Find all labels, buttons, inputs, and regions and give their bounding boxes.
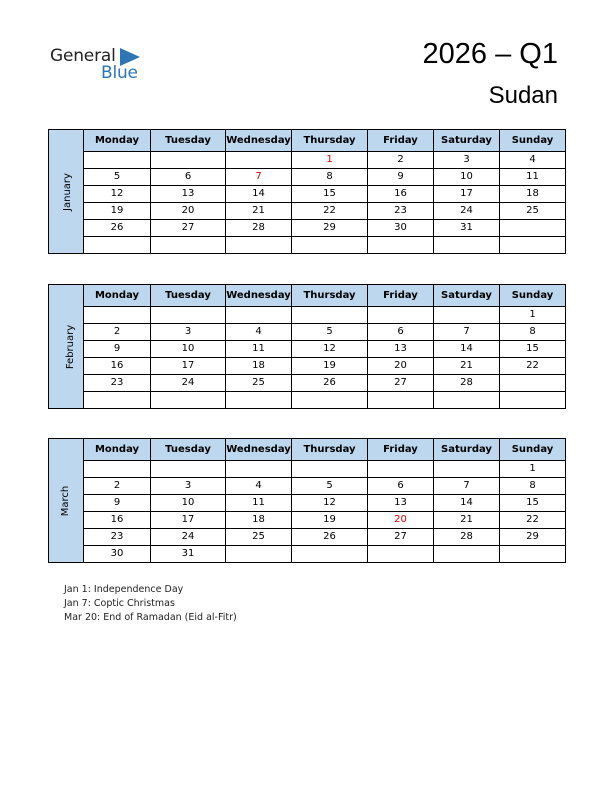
day-cell: 30	[84, 546, 151, 563]
weekday-header: Sunday	[500, 439, 566, 461]
weekday-header: Wednesday	[226, 130, 292, 152]
weekday-header: Monday	[84, 130, 151, 152]
week-row	[49, 307, 566, 324]
empty-day-cell	[84, 237, 151, 254]
day-cell: 24	[434, 203, 500, 220]
day-cell: 19	[292, 512, 368, 529]
day-cell: 11	[226, 341, 292, 358]
weekday-header: Sunday	[500, 285, 566, 307]
month-label-cell	[49, 439, 84, 563]
empty-day-cell	[151, 237, 226, 254]
weekday-header: Saturday	[434, 285, 500, 307]
day-cell: 3	[434, 152, 500, 169]
day-cell: 19	[292, 358, 368, 375]
day-cell: 25	[226, 529, 292, 546]
day-cell: 4	[226, 324, 292, 341]
week-row	[49, 495, 566, 512]
day-cell: 18	[226, 358, 292, 375]
empty-day-cell	[226, 237, 292, 254]
day-cell: 5	[292, 324, 368, 341]
day-cell: 12	[292, 495, 368, 512]
day-cell: 21	[226, 203, 292, 220]
week-row	[49, 341, 566, 358]
empty-day-cell	[434, 461, 500, 478]
day-cell: 22	[500, 512, 566, 529]
week-row	[49, 169, 566, 186]
empty-day-cell	[84, 392, 151, 409]
weekday-header: Thursday	[292, 439, 368, 461]
day-cell: 20	[368, 358, 434, 375]
day-cell: 8	[292, 169, 368, 186]
month-name: March	[59, 485, 71, 516]
day-cell: 13	[368, 495, 434, 512]
day-cell: 14	[434, 341, 500, 358]
day-cell: 30	[368, 220, 434, 237]
weekday-header: Friday	[368, 130, 434, 152]
weekday-header: Saturday	[434, 439, 500, 461]
week-row	[49, 237, 566, 254]
day-cell: 27	[368, 375, 434, 392]
weekday-header: Tuesday	[151, 130, 226, 152]
day-cell: 25	[226, 375, 292, 392]
day-cell: 28	[434, 529, 500, 546]
weekday-header: Thursday	[292, 285, 368, 307]
empty-day-cell	[368, 546, 434, 563]
empty-day-cell	[368, 307, 434, 324]
week-row	[49, 186, 566, 203]
day-cell: 10	[151, 495, 226, 512]
week-row	[49, 358, 566, 375]
day-cell: 17	[434, 186, 500, 203]
week-row	[49, 512, 566, 529]
holiday-note: Mar 20: End of Ramadan (Eid al-Fitr)	[64, 612, 237, 623]
day-cell: 20	[151, 203, 226, 220]
week-row	[49, 478, 566, 495]
empty-day-cell	[368, 392, 434, 409]
empty-day-cell	[226, 546, 292, 563]
day-cell: 27	[368, 529, 434, 546]
day-cell: 23	[84, 529, 151, 546]
weekday-header: Wednesday	[226, 285, 292, 307]
week-row	[49, 324, 566, 341]
month-table-february	[48, 284, 566, 409]
weekday-header: Tuesday	[151, 439, 226, 461]
day-cell: 8	[500, 324, 566, 341]
day-cell: 6	[151, 169, 226, 186]
empty-day-cell	[292, 307, 368, 324]
empty-day-cell	[500, 375, 566, 392]
week-row	[49, 461, 566, 478]
day-cell: 23	[368, 203, 434, 220]
weekday-header: Monday	[84, 285, 151, 307]
day-cell: 16	[368, 186, 434, 203]
month-table-january	[48, 129, 566, 254]
day-cell: 15	[500, 341, 566, 358]
month-label-cell	[49, 285, 84, 409]
day-cell: 16	[84, 358, 151, 375]
day-cell: 27	[151, 220, 226, 237]
day-cell: 4	[226, 478, 292, 495]
day-cell: 19	[84, 203, 151, 220]
empty-day-cell	[292, 237, 368, 254]
empty-day-cell	[368, 237, 434, 254]
weekday-header: Thursday	[292, 130, 368, 152]
day-cell: 5	[292, 478, 368, 495]
logo-word-general: General	[50, 46, 116, 66]
day-cell: 13	[151, 186, 226, 203]
empty-day-cell	[292, 461, 368, 478]
holiday-note: Jan 1: Independence Day	[64, 584, 184, 595]
logo-word-blue: Blue	[101, 63, 138, 83]
day-cell: 23	[84, 375, 151, 392]
empty-day-cell	[434, 546, 500, 563]
empty-day-cell	[434, 307, 500, 324]
day-cell: 7	[434, 324, 500, 341]
week-row	[49, 152, 566, 169]
month-label-cell	[49, 130, 84, 254]
day-cell: 11	[500, 169, 566, 186]
day-cell: 6	[368, 478, 434, 495]
day-cell: 14	[434, 495, 500, 512]
day-cell: 10	[434, 169, 500, 186]
empty-day-cell	[84, 152, 151, 169]
empty-day-cell	[226, 307, 292, 324]
day-cell: 2	[84, 324, 151, 341]
day-cell: 12	[84, 186, 151, 203]
day-cell: 1	[292, 152, 368, 169]
day-cell: 22	[292, 203, 368, 220]
day-cell: 9	[84, 495, 151, 512]
day-cell: 4	[500, 152, 566, 169]
empty-day-cell	[151, 152, 226, 169]
empty-day-cell	[500, 237, 566, 254]
day-cell: 20	[368, 512, 434, 529]
empty-day-cell	[292, 392, 368, 409]
empty-day-cell	[368, 461, 434, 478]
day-cell: 7	[434, 478, 500, 495]
day-cell: 16	[84, 512, 151, 529]
day-cell: 31	[151, 546, 226, 563]
day-cell: 18	[500, 186, 566, 203]
day-cell: 25	[500, 203, 566, 220]
day-cell: 24	[151, 375, 226, 392]
day-cell: 3	[151, 324, 226, 341]
weekday-header: Wednesday	[226, 439, 292, 461]
weekday-header: Friday	[368, 285, 434, 307]
day-cell: 22	[500, 358, 566, 375]
day-cell: 1	[500, 307, 566, 324]
day-cell: 2	[84, 478, 151, 495]
day-cell: 13	[368, 341, 434, 358]
day-cell: 26	[292, 375, 368, 392]
weekday-header: Monday	[84, 439, 151, 461]
month-name: January	[61, 172, 73, 211]
month-table-march	[48, 438, 566, 563]
day-cell: 28	[226, 220, 292, 237]
day-cell: 12	[292, 341, 368, 358]
weekday-header: Tuesday	[151, 285, 226, 307]
day-cell: 29	[500, 529, 566, 546]
day-cell: 31	[434, 220, 500, 237]
day-cell: 18	[226, 512, 292, 529]
weekday-header: Sunday	[500, 130, 566, 152]
empty-day-cell	[434, 392, 500, 409]
day-cell: 26	[292, 529, 368, 546]
day-cell: 21	[434, 358, 500, 375]
day-cell: 26	[84, 220, 151, 237]
day-cell: 2	[368, 152, 434, 169]
day-cell: 3	[151, 478, 226, 495]
day-cell: 17	[151, 512, 226, 529]
empty-day-cell	[500, 220, 566, 237]
day-cell: 1	[500, 461, 566, 478]
month-name: February	[65, 324, 77, 369]
day-cell: 10	[151, 341, 226, 358]
week-row	[49, 392, 566, 409]
week-row	[49, 529, 566, 546]
week-row	[49, 220, 566, 237]
day-cell: 17	[151, 358, 226, 375]
empty-day-cell	[151, 461, 226, 478]
day-cell: 8	[500, 478, 566, 495]
empty-day-cell	[226, 152, 292, 169]
week-row	[49, 546, 566, 563]
day-cell: 7	[226, 169, 292, 186]
empty-day-cell	[434, 237, 500, 254]
page-title: 2026 – Q1	[422, 38, 558, 70]
empty-day-cell	[151, 307, 226, 324]
brand-logo	[50, 44, 150, 84]
day-cell: 9	[368, 169, 434, 186]
day-cell: 11	[226, 495, 292, 512]
day-cell: 21	[434, 512, 500, 529]
day-cell: 28	[434, 375, 500, 392]
country-name: Sudan	[488, 82, 558, 109]
day-cell: 15	[292, 186, 368, 203]
empty-day-cell	[226, 461, 292, 478]
day-cell: 24	[151, 529, 226, 546]
empty-day-cell	[292, 546, 368, 563]
day-cell: 29	[292, 220, 368, 237]
empty-day-cell	[226, 392, 292, 409]
empty-day-cell	[500, 392, 566, 409]
day-cell: 6	[368, 324, 434, 341]
day-cell: 15	[500, 495, 566, 512]
day-cell: 9	[84, 341, 151, 358]
weekday-header: Friday	[368, 439, 434, 461]
empty-day-cell	[84, 461, 151, 478]
holiday-notes	[64, 583, 237, 625]
empty-day-cell	[151, 392, 226, 409]
weekday-header: Saturday	[434, 130, 500, 152]
week-row	[49, 203, 566, 220]
week-row	[49, 375, 566, 392]
empty-day-cell	[84, 307, 151, 324]
day-cell: 5	[84, 169, 151, 186]
empty-day-cell	[500, 546, 566, 563]
holiday-note: Jan 7: Coptic Christmas	[64, 598, 175, 609]
day-cell: 14	[226, 186, 292, 203]
